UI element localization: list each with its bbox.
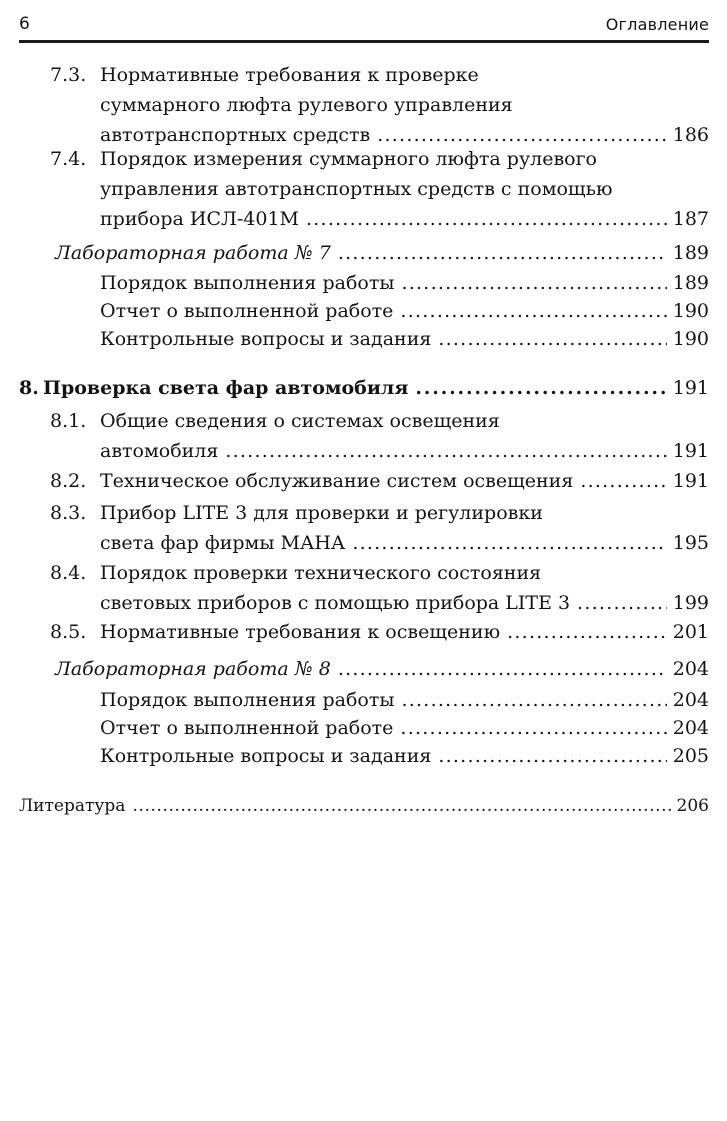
toc-entry-8-3[interactable]: [50, 498, 709, 558]
entry-title-line: света фар фирмы МАНА: [100, 532, 346, 554]
entry-title: Техническое обслуживание систем освещения: [100, 470, 574, 492]
entry-title: Литература: [19, 796, 126, 816]
dot-leader: [580, 466, 666, 496]
page-ref: 204: [672, 717, 709, 739]
page-ref: 189: [672, 242, 709, 264]
toc-entry-8-4[interactable]: [50, 558, 709, 618]
section-number: 8.3.: [50, 502, 87, 524]
page-ref: 199: [672, 592, 709, 614]
toc-entry-lab-8-report[interactable]: [100, 713, 709, 743]
dot-leader: [352, 528, 666, 558]
toc-entry-lab-8-questions[interactable]: [100, 741, 709, 771]
page-ref: 187: [672, 208, 709, 230]
entry-title: Порядок выполнения работы: [100, 272, 395, 294]
toc-entry-7-4[interactable]: [50, 144, 709, 234]
dot-leader: [338, 238, 667, 268]
entry-title-line: Порядок измерения суммарного люфта рулевого: [100, 148, 597, 170]
dot-leader: [507, 617, 667, 647]
page-ref: 190: [672, 300, 709, 322]
toc-entry-lab-8[interactable]: [55, 654, 709, 684]
toc-entry-8-1[interactable]: [50, 406, 709, 466]
page-ref: 206: [676, 796, 709, 816]
dot-leader: [225, 436, 666, 466]
dot-leader: [338, 654, 667, 684]
entry-title-line: автотранспортных средств: [100, 124, 371, 146]
page-ref: 189: [672, 272, 709, 294]
entry-title-line: прибора ИСЛ-401М: [100, 208, 299, 230]
page-ref: 195: [672, 532, 709, 554]
entry-title: Нормативные требования к освещению: [100, 621, 501, 643]
dot-leader: [400, 296, 666, 326]
toc-entry-lab-7[interactable]: [55, 238, 709, 268]
entry-title: Контрольные вопросы и задания: [100, 745, 432, 767]
section-number: 8.2.: [50, 470, 87, 492]
page-ref: 205: [672, 745, 709, 767]
page-ref: 204: [672, 658, 709, 680]
dot-leader: [415, 373, 666, 403]
page-number: 6: [19, 14, 30, 34]
toc-entry-lab-8-procedure[interactable]: [100, 685, 709, 715]
dot-leader: [132, 791, 670, 821]
dot-leader: [438, 741, 666, 771]
entry-title: Проверка света фар автомобиля: [43, 377, 409, 399]
section-number: 7.4.: [50, 148, 87, 170]
toc-entry-lab-7-report[interactable]: [100, 296, 709, 326]
section-number: 8.5.: [50, 621, 87, 643]
entry-title-line: автомобиля: [100, 440, 219, 462]
dot-leader: [401, 685, 666, 715]
section-number: 7.3.: [50, 64, 87, 86]
entry-title-line: суммарного люфта рулевого управления: [100, 94, 513, 116]
dot-leader: [306, 204, 667, 234]
running-title: Оглавление: [605, 15, 709, 34]
page-ref: 201: [672, 621, 709, 643]
toc-entry-7-3[interactable]: [50, 60, 709, 150]
entry-title: Лабораторная работа № 8: [55, 658, 331, 680]
page-ref: 191: [672, 377, 709, 399]
entry-title-line: Нормативные требования к проверке: [100, 64, 479, 86]
toc-entry-lab-7-procedure[interactable]: [100, 268, 709, 298]
entry-title: Отчет о выполненной работе: [100, 300, 394, 322]
entry-title: Отчет о выполненной работе: [100, 717, 394, 739]
dot-leader: [438, 324, 666, 354]
toc-entry-8-2[interactable]: [50, 466, 709, 496]
dot-leader: [400, 713, 666, 743]
entry-title-line: Общие сведения о системах освещения: [100, 410, 500, 432]
entry-title-line: Прибор LITE 3 для проверки и регулировки: [100, 502, 543, 524]
page-ref: 191: [672, 440, 709, 462]
toc-entry-literature[interactable]: [19, 791, 709, 821]
page-ref: 186: [672, 124, 709, 146]
page-ref: 191: [672, 470, 709, 492]
dot-leader: [401, 268, 666, 298]
dot-leader: [577, 588, 667, 618]
entry-title: Порядок выполнения работы: [100, 689, 395, 711]
page-ref: 190: [672, 328, 709, 350]
entry-title-line: управления автотранспортных средств с помощью: [100, 178, 613, 200]
chapter-number: 8.: [19, 377, 39, 399]
page-ref: 204: [672, 689, 709, 711]
toc-entry-8-5[interactable]: [50, 617, 709, 647]
section-number: 8.4.: [50, 562, 87, 584]
entry-title-line: Порядок проверки технического состояния: [100, 562, 542, 584]
entry-title-line: световых приборов с помощью прибора LITE 3: [100, 592, 571, 614]
toc-entry-lab-7-questions[interactable]: [100, 324, 709, 354]
entry-title: Контрольные вопросы и задания: [100, 328, 432, 350]
toc-entry-chapter-8[interactable]: [19, 373, 709, 403]
section-number: 8.1.: [50, 410, 87, 432]
entry-title: Лабораторная работа № 7: [55, 242, 331, 264]
page-header: [19, 10, 709, 43]
